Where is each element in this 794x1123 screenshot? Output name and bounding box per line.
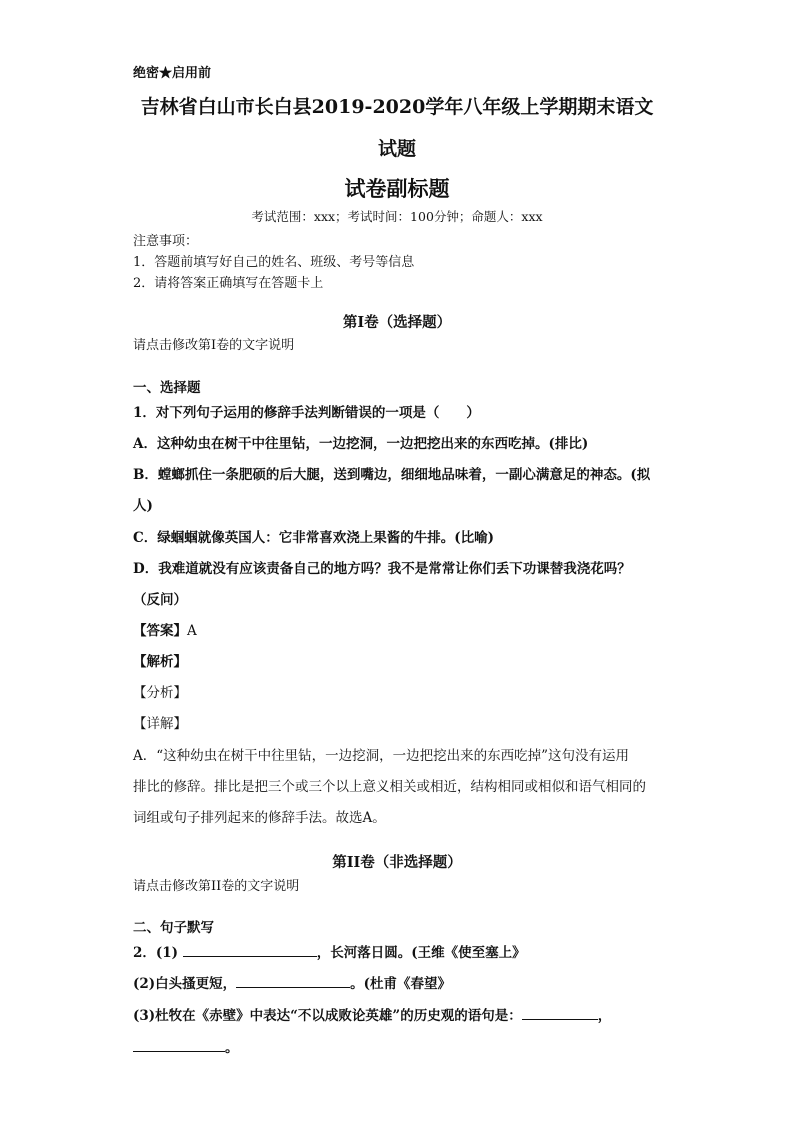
option-d: D．我难道就没有应该责备自己的地方吗？我不是常常让你们丢下功课替我浇花吗？ xyxy=(133,561,631,577)
note-item: 2．请将答案正确填写在答题卡上 xyxy=(133,276,324,291)
answer-blank[interactable] xyxy=(236,973,350,988)
question-2-3-cont xyxy=(133,1036,239,1056)
exam-info: 考试范围：xxx；考试时间：100分钟；命题人：xxx xyxy=(251,209,543,224)
question-2-1 xyxy=(133,941,526,961)
detail-label: 【详解】 xyxy=(133,716,187,732)
answer-label: 【答案】 xyxy=(133,623,187,639)
question-1: 1．对下列句子运用的修辞手法判断错误的一项是（ ） xyxy=(133,405,480,421)
part2-title: 第II卷（非选择题） xyxy=(332,854,462,871)
detail-line: 词组或句子排列起来的修辞手法。故选A。 xyxy=(133,810,386,826)
exam-title-cont: 试题 xyxy=(377,138,416,160)
question-2-number: 2．(1) xyxy=(133,945,179,961)
option-a: A．这种幼虫在树干中往里钻，一边挖洞，一边把挖出来的东西吃掉。(排比) xyxy=(133,436,589,452)
detail-line: A．“这种幼虫在树干中往里钻，一边挖洞，一边把挖出来的东西吃掉”这句没有运用 xyxy=(133,748,630,764)
option-b: B．螳螂抓住一条肥硕的后大腿，送到嘴边，细细地品味着，一副心满意足的神态。(拟 xyxy=(133,467,651,483)
question-2-2-text: (2)白头搔更短， xyxy=(133,976,237,992)
section-choice: 一、选择题 xyxy=(133,380,201,396)
section-dictation: 二、句子默写 xyxy=(133,920,214,936)
answer-blank[interactable] xyxy=(133,1037,225,1052)
note-item: 1．答题前填写好自己的姓名、班级、考号等信息 xyxy=(133,255,415,270)
exam-subtitle: 试卷副标题 xyxy=(344,176,450,201)
option-c: C．绿蝈蝈就像英国人：它非常喜欢浇上果酱的牛排。(比喻) xyxy=(133,530,495,546)
fenxi-label: 【分析】 xyxy=(133,685,187,701)
part1-title: 第I卷（选择题） xyxy=(342,314,452,331)
option-d-cont: （反问） xyxy=(133,592,187,608)
answer-value: A xyxy=(187,623,197,639)
part2-desc: 请点击修改第II卷的文字说明 xyxy=(133,879,300,894)
part1-desc: 请点击修改第I卷的文字说明 xyxy=(133,338,295,353)
option-b-cont: 人) xyxy=(133,498,153,514)
notes-heading: 注意事项： xyxy=(133,234,199,249)
analysis-label: 【解析】 xyxy=(133,654,187,670)
question-2-2-source: 。(杜甫《春望》 xyxy=(350,976,452,992)
answer-line xyxy=(133,619,197,639)
question-2-3-comma: ， xyxy=(597,1008,612,1024)
detail-line: 排比的修辞。排比是把三个或三个以上意义相关或相近，结构相同或相似和语气相同的 xyxy=(133,779,646,795)
confidential-mark: 绝密★启用前 xyxy=(133,66,212,81)
exam-title: 吉林省白山市长白县2019-2020学年八年级上学期期末语文 xyxy=(140,96,654,118)
question-2-3 xyxy=(133,1004,611,1024)
question-2-3-text: (3)杜牧在《赤壁》中表达“不以成败论英雄”的历史观的语句是： xyxy=(133,1008,522,1024)
answer-blank[interactable] xyxy=(183,942,317,957)
question-2-1-text: ，长河落日圆。(王维《使至塞上》 xyxy=(316,945,526,961)
question-2-3-end: 。 xyxy=(225,1040,239,1056)
answer-blank[interactable] xyxy=(522,1005,598,1020)
question-2-2 xyxy=(133,972,451,992)
